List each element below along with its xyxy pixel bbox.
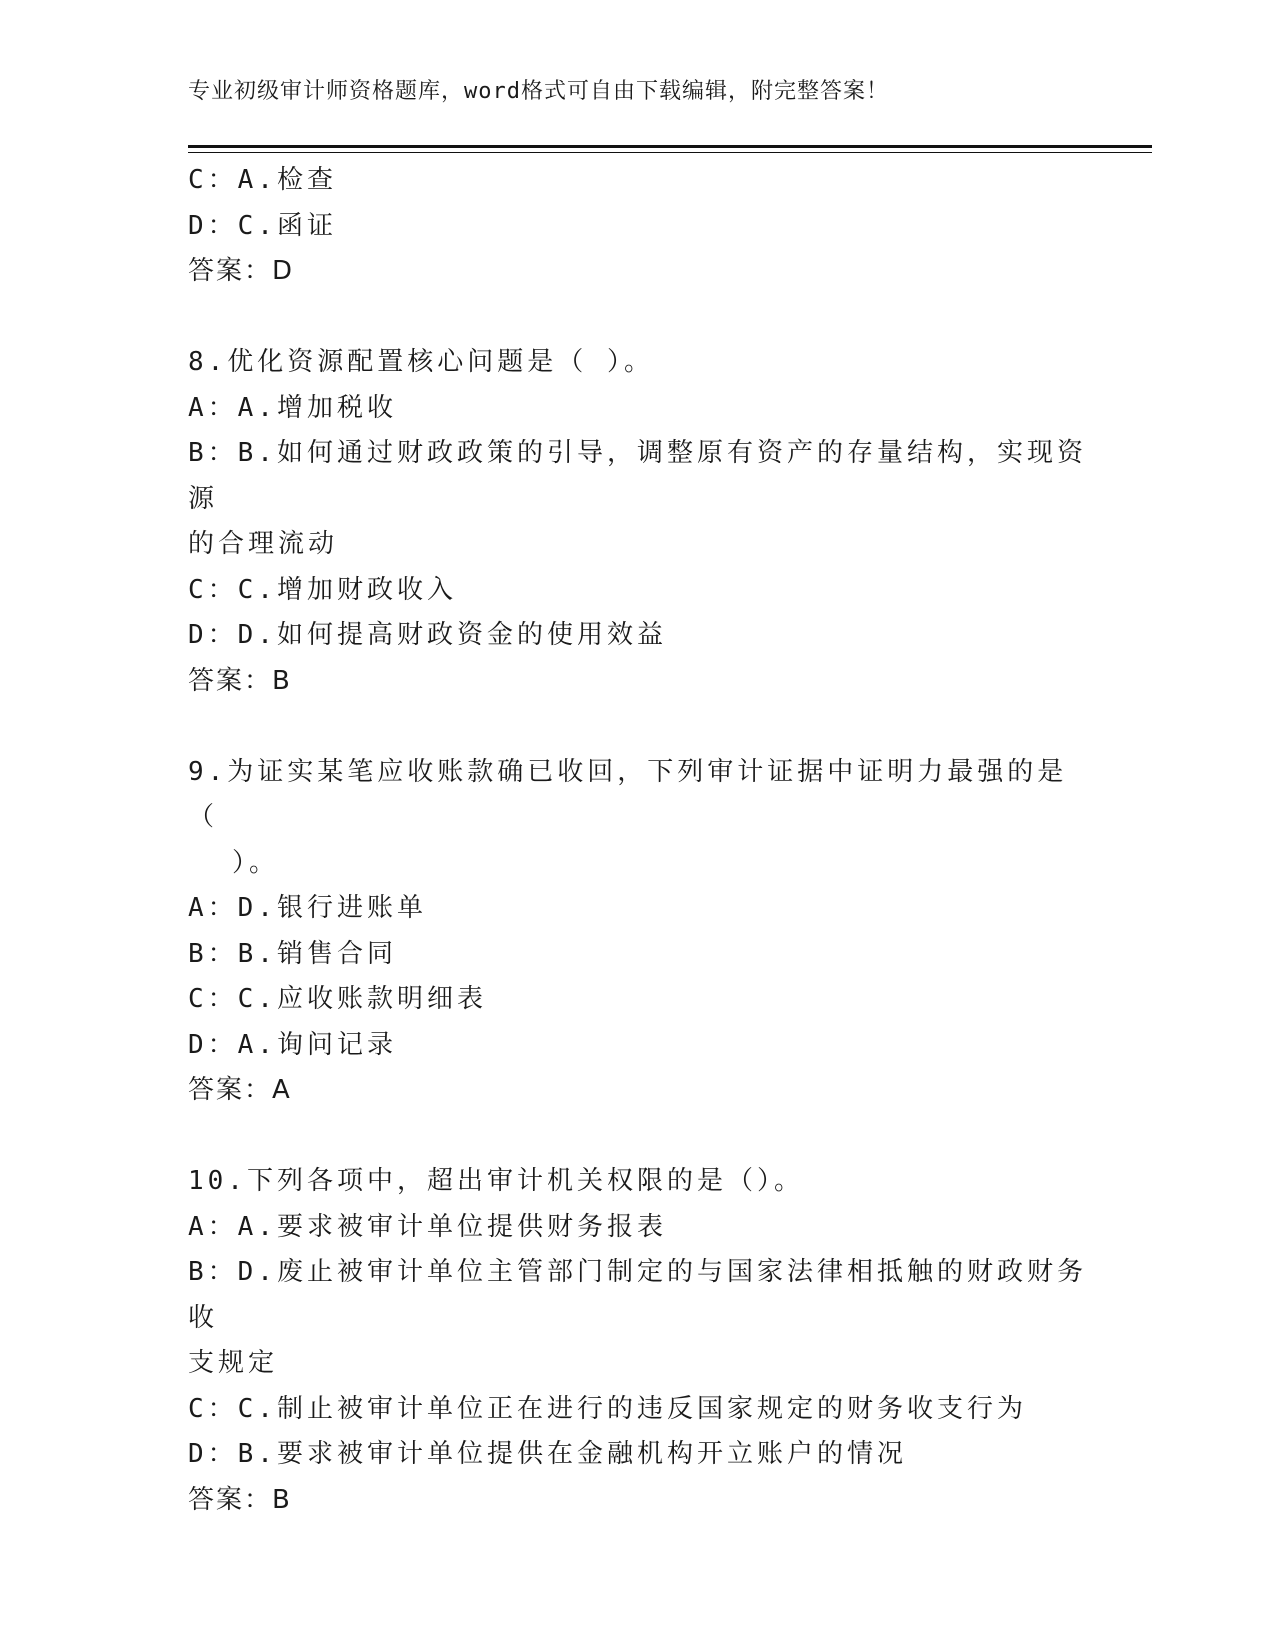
page-header: 专业初级审计师资格题库，word格式可自由下载编辑，附完整答案！ (188, 79, 889, 104)
option-a: A：A.增加税收 (188, 392, 397, 423)
answer-line: 答案：B (188, 1484, 292, 1515)
header-rule-thin (188, 152, 1152, 153)
option-c: C：C.应收账款明细表 (188, 984, 487, 1014)
header-rule-thick (188, 145, 1152, 148)
option-b: B：D.废止被审计单位主管部门制定的与国家法律相抵触的财政财务收 (188, 1257, 1087, 1333)
question-9 (188, 750, 1088, 1114)
option-b-continued: 支规定 (188, 1348, 279, 1378)
question-stem: 10.下列各项中，超出审计机关权限的是（）。 (188, 1166, 804, 1196)
spacer (188, 295, 1088, 341)
document-body (188, 158, 1088, 1523)
option-a: A：A.要求被审计单位提供财务报表 (188, 1211, 667, 1242)
question-10 (188, 1159, 1088, 1523)
option-c: C：A.检查 (188, 165, 337, 195)
option-d: D：A.询问记录 (188, 1029, 397, 1060)
option-a: A：D.银行进账单 (188, 893, 427, 923)
question-8 (188, 340, 1088, 704)
spacer (188, 704, 1088, 750)
option-b: B：B.销售合同 (188, 938, 397, 969)
answer-line: 答案：D (188, 256, 295, 286)
spacer (188, 1114, 1088, 1160)
answer-line: 答案：B (188, 665, 292, 696)
option-d: D：D.如何提高财政资金的使用效益 (188, 620, 667, 650)
option-d: D：B.要求被审计单位提供在金融机构开立账户的情况 (188, 1439, 907, 1469)
prev-question (188, 158, 1088, 295)
question-stem: 8.优化资源配置核心问题是（ ）。 (188, 347, 654, 377)
question-stem-continued: ）。 (232, 847, 280, 878)
option-b: B：B.如何通过财政政策的引导，调整原有资产的存量结构，实现资源 (188, 438, 1087, 514)
option-b-continued: 的合理流动 (188, 529, 339, 559)
option-c: C：C.制止被审计单位正在进行的违反国家规定的财务收支行为 (188, 1393, 1027, 1424)
option-d: D：C.函证 (188, 210, 337, 241)
option-c: C：C.增加财政收入 (188, 574, 457, 605)
answer-line: 答案：A (188, 1075, 292, 1105)
question-stem: 9.为证实某笔应收账款确已收回，下列审计证据中证明力最强的是（ (188, 756, 1068, 832)
